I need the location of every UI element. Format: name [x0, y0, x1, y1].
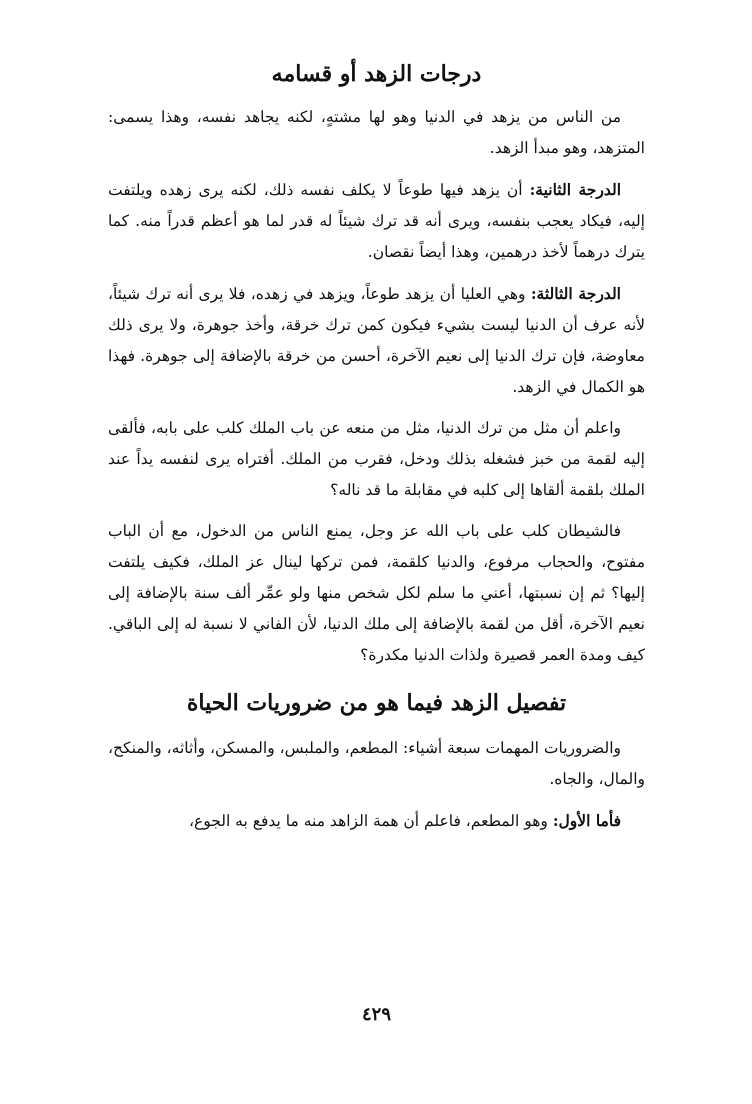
paragraph-7-lead: فأما الأول:	[552, 811, 621, 830]
paragraph-6: والضروريات المهمات سبعة أشياء: المطعم، والملبس، والمسكن، وأثاثه، والمنكح، والمال، والجاه.	[108, 739, 645, 788]
paragraph-3-lead: الدرجة الثالثة:	[530, 284, 621, 303]
paragraph-7	[108, 805, 645, 837]
page-number: ٤٢٩	[361, 1004, 391, 1025]
paragraph-5: فالشيطان كلب على باب الله عز وجل، يمنع الناس من الدخول، مع أن الباب مفتوح، والحجاب مرفوع، والدنيا كلقمة، فمن تركها لينال عز الملك، فكيف يلتفت إليها؟ ثم إن نسبتها، أعني ما سلم لكل شخص منها ولو عمِّر ألف سنة بالإضافة إلى نعيم الآخرة، أقل من لقمة بالإضافة إلى ملك الدنيا، لأن الفاني لا نسبة له إلى الباقي. كيف ومدة العمر قصيرة ولذات الدنيا مكدرة؟	[108, 522, 645, 664]
paragraph-1: من الناس من يزهد في الدنيا وهو لها مشتهٍ، لكنه يجاهد نفسه، وهذا يسمى: المتزهد، وهو مبدأ الزهد.	[108, 108, 645, 157]
paragraph-7-body: وهو المطعم، فاعلم أن همة الزاهد منه ما يدفع به الجوع،	[188, 812, 553, 830]
book-page	[108, 52, 645, 1052]
paragraph-3	[108, 278, 645, 403]
paragraph-2	[108, 174, 645, 268]
paragraph-4: واعلم أن مثل من ترك الدنيا، مثل من منعه عن باب الملك كلب على بابه، فألقى إليه لقمة من خبز فشغله بذلك ودخل، فقرب من الملك. أفتراه يرى لنفسه يداً عند الملك بلقمة ألقاها إلى كلبه في مقابلة ما قد ناله؟	[108, 419, 645, 499]
paragraph-2-body: أن يزهد فيها طوعاً لا يكلف نفسه ذلك، لكنه يرى زهده ويلتفت إليه، فيكاد يعجب بنفسه، ويرى أنه قد ترك شيئاً له قدر لما هو أعظم قدراً منه. كما يترك درهماً لأخذ درهمين، وهذا أيضاً نقصان.	[108, 181, 645, 261]
section-heading-necessities: تفصيل الزهد فيما هو من ضروريات الحياة	[186, 690, 567, 716]
section-heading-zuhd-degrees: درجات الزهد أو قسامه	[271, 61, 482, 87]
paragraph-3-body: وهي العليا أن يزهد طوعاً، ويزهد في زهده، فلا يرى أنه ترك شيئاً، لأنه عرف أن الدنيا ليست بشيء فيكون كمن ترك خرقة، وأخذ جوهرة، ولا يرى ذلك معاوضة، فإن ترك الدنيا إلى نعيم الآخرة، أحسن من خرقة بالإضافة إلى جوهرة. فهذا هو الكمال في الزهد.	[108, 285, 645, 396]
paragraph-2-lead: الدرجة الثانية:	[529, 180, 622, 199]
